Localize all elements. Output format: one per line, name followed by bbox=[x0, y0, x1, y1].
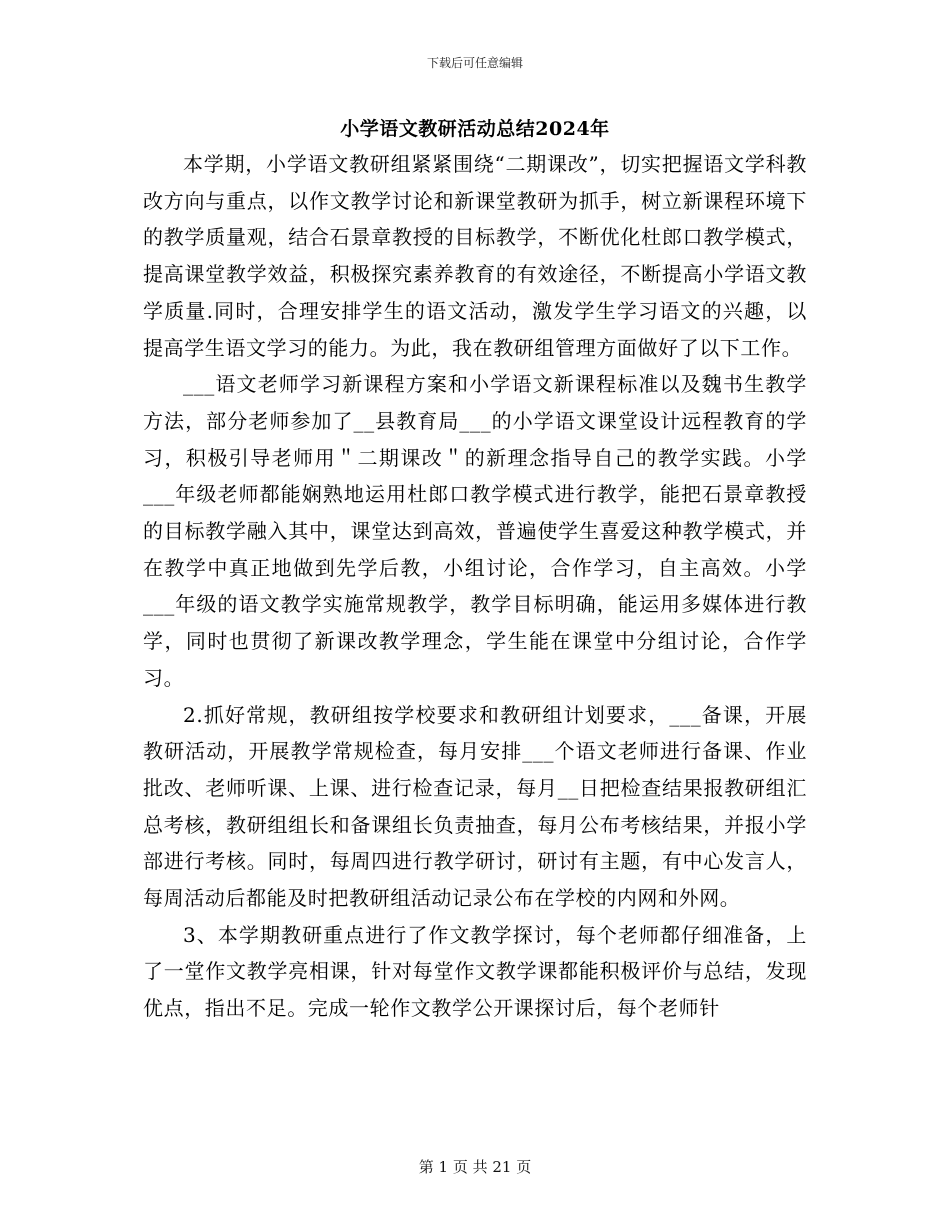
document-body bbox=[143, 146, 807, 1027]
paragraph: 本学期，小学语文教研组紧紧围绕“二期课改”，切实把握语文学科教改方向与重点，以作文教学讨论和新课堂教研为抓手，树立新课程环境下的教学质量观，结合石景章教授的目标教学，不断优化杜郎口教学模式，提高课堂教学效益，积极探究素养教育的有效途径，不断提高小学语文教学质量.同时，合理安排学生的语文活动，激发学生学习语文的兴趣，以提高学生语文学习的能力。为此，我在教研组管理方面做好了以下工作。 bbox=[143, 152, 807, 360]
paragraph: 2.抓好常规，教研组按学校要求和教研组计划要求，___备课，开展教研活动，开展教学常规检查，每月安排___个语文老师进行备课、作业批改、老师听课、上课、进行检查记录，每月__日把检查结果报教研组汇总考核，教研组组长和备课组长负责抽查，每月公布考核结果，并报小学部进行考核。同时，每周四进行教学研讨，研讨有主题，有中心发言人，每周活动后都能及时把教研组活动记录公布在学校的内网和外网。 bbox=[143, 702, 807, 911]
paragraph: 3、本学期教研重点进行了作文教学探讨，每个老师都仔细准备，上了一堂作文教学亮相课，针对每堂作文教学课都能积极评价与总结，发现优点，指出不足。完成一轮作文教学公开课探讨后，每个老师针 bbox=[143, 922, 807, 1021]
page-number: 第 1 页 共 21 页 bbox=[418, 1158, 532, 1176]
document-title: 小学语文教研活动总结2024年 bbox=[340, 118, 610, 140]
header-note: 下载后可任意编辑 bbox=[426, 56, 523, 70]
paragraph: ___语文老师学习新课程方案和小学语文新课程标准以及魏书生教学方法，部分老师参加了__县教育局___的小学语文课堂设计远程教育的学习，积极引导老师用＂二期课改＂的新理念指导自己的教学实践。小学___年级老师都能娴熟地运用杜郎口教学模式进行教学，能把石景章教授的目标教学融入其中，课堂达到高效，普遍使学生喜爱这种教学模式，并在教学中真正地做到先学后教，小组讨论，合作学习，自主高效。小学___年级的语文教学实施常规教学，教学目标明确，能运用多媒体进行教学，同时也贯彻了新课改教学理念，学生能在课堂中分组讨论，合作学习。 bbox=[143, 372, 807, 690]
